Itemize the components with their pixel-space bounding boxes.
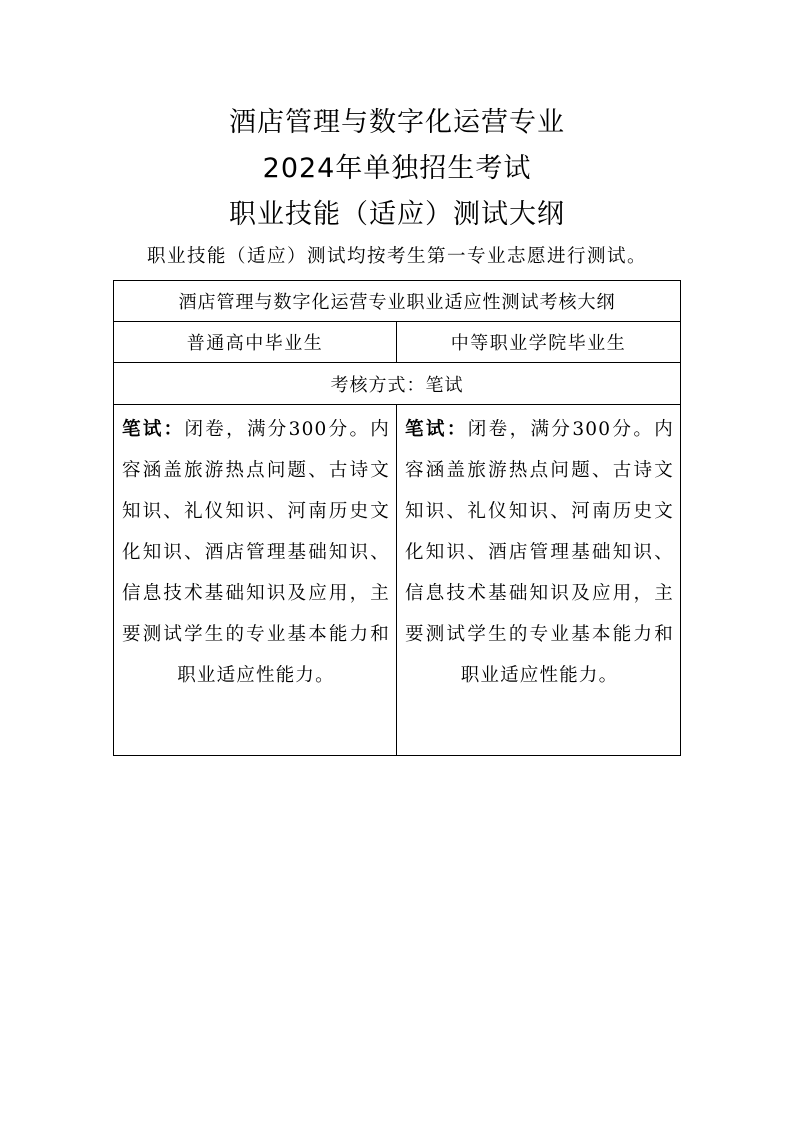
table-columns-row [114, 322, 680, 363]
title-line-2: 2024年单独招生考试 [262, 153, 532, 184]
content-body: 闭卷，满分300分。内容涵盖旅游热点问题、古诗文知识、礼仪知识、河南历史文化知识、酒店管理基础知识、信息技术基础知识及应用，主要测试学生的专业基本能力和职业适应性能力。 [122, 419, 390, 686]
column-header-high-school: 普通高中毕业生 [114, 322, 397, 362]
column-header-vocational: 中等职业学院毕业生 [450, 333, 627, 354]
content-text [397, 405, 680, 696]
content-label: 笔试： [122, 419, 185, 440]
table-header-row [114, 281, 680, 322]
outline-table [113, 280, 681, 756]
content-body: 闭卷，满分300分。内容涵盖旅游热点问题、古诗文知识、礼仪知识、河南历史文化知识、酒店管理基础知识、信息技术基础知识及应用，主要测试学生的专业基本能力和职业适应性能力。 [405, 419, 674, 686]
table-header: 酒店管理与数字化运营专业职业适应性测试考核大纲 [178, 292, 616, 313]
exam-method: 考核方式：笔试 [330, 374, 464, 396]
intro-text: 职业技能（适应）测试均按考生第一专业志愿进行测试。 [146, 246, 647, 267]
content-text [114, 405, 396, 696]
content-cell-vocational [397, 405, 680, 755]
title-line-1: 酒店管理与数字化运营专业 [229, 107, 565, 138]
title-line-3: 职业技能（适应）测试大纲 [229, 199, 565, 230]
content-cell-high-school [114, 405, 397, 755]
table-content-row [114, 405, 680, 755]
content-label: 笔试： [405, 419, 468, 440]
table-method-row [114, 363, 680, 405]
